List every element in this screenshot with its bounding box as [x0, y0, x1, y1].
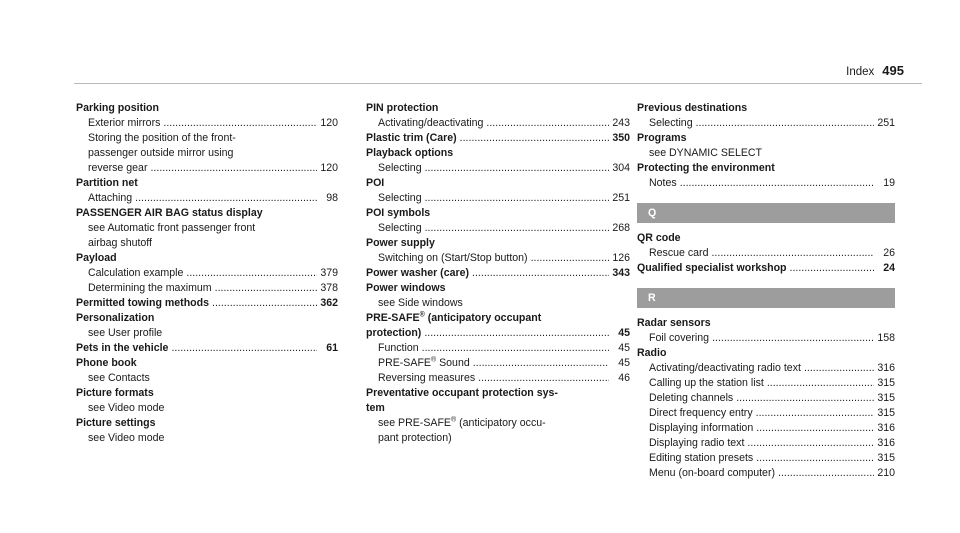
- index-entry: [366, 101, 630, 131]
- page-ref: 19: [883, 177, 895, 189]
- leader-dots: [712, 331, 874, 346]
- index-entry: [76, 311, 338, 341]
- entry-text: Plastic trim (Care): [366, 132, 457, 144]
- entry-text: Permitted towing methods: [76, 297, 210, 309]
- leader-dots: [756, 406, 874, 421]
- entry-text: Selecting: [649, 117, 693, 129]
- page-ref: 46: [618, 372, 630, 384]
- sub-entry-row: [366, 371, 630, 386]
- page-ref: 268: [612, 222, 630, 234]
- cross-reference: see Video mode: [88, 432, 165, 444]
- page-ref: 45: [618, 327, 630, 339]
- leader-dots: [473, 356, 609, 371]
- leader-dots: [135, 191, 317, 206]
- page-ref: 210: [877, 467, 895, 479]
- entry-text: Power washer (care): [366, 267, 470, 279]
- entry-text: Selecting: [378, 162, 422, 174]
- leader-dots: [425, 191, 609, 206]
- page-ref: 24: [883, 262, 895, 274]
- entry-text: Calculation example: [88, 267, 184, 279]
- entry-text: Exterior mirrors: [88, 117, 161, 129]
- leader-dots: [424, 326, 609, 341]
- page-ref: 243: [612, 117, 630, 129]
- sub-entry-row: [366, 341, 630, 356]
- entry-text: Menu (on-board computer): [649, 467, 776, 479]
- index-entry: [366, 176, 630, 206]
- entry-text: Qualified specialist workshop: [637, 262, 787, 274]
- entry-heading: Previous destinations: [637, 102, 748, 114]
- page-ref: 315: [877, 452, 895, 464]
- entry-text: Rescue card: [649, 247, 709, 259]
- entry-text: Calling up the station list: [649, 377, 764, 389]
- entry-heading: POI symbols: [366, 207, 431, 219]
- cross-reference: see Video mode: [88, 402, 165, 414]
- leader-dots: [804, 361, 874, 376]
- page-ref: 315: [877, 392, 895, 404]
- section-r: [637, 316, 895, 481]
- cross-reference: see PRE-SAFE® (anticipatory occu-: [378, 416, 546, 429]
- leader-dots: [478, 371, 609, 386]
- sub-entry-row: [637, 466, 895, 481]
- page-ref: 304: [612, 162, 630, 174]
- entry-heading: PASSENGER AIR BAG status display: [76, 207, 263, 219]
- entry-text: reverse gear: [88, 162, 148, 174]
- page-ref: 362: [320, 297, 338, 309]
- cross-reference: Storing the position of the front-: [88, 132, 236, 144]
- page-ref: 120: [320, 117, 338, 129]
- cross-reference: pant protection): [378, 432, 452, 444]
- sub-entry-row: [76, 116, 338, 131]
- sub-entry-row: [76, 161, 338, 176]
- page-header: [846, 63, 904, 78]
- leader-dots: [150, 161, 317, 176]
- index-column-1: [76, 101, 338, 446]
- cross-reference: see DYNAMIC SELECT: [649, 147, 763, 159]
- main-entry-row: [76, 296, 338, 311]
- entry-heading: Protecting the environment: [637, 162, 775, 174]
- entry-heading: Parking position: [76, 102, 159, 114]
- index-entry: [76, 296, 338, 311]
- leader-dots: [163, 116, 317, 131]
- index-entry: [366, 281, 630, 311]
- section-p-continued: [637, 101, 895, 191]
- page-ref: 379: [320, 267, 338, 279]
- index-entry: [637, 161, 895, 191]
- sub-entry-row: [366, 221, 630, 236]
- section-letter-r: R: [637, 288, 895, 308]
- index-entry: [76, 251, 338, 296]
- section-letter-q: Q: [637, 203, 895, 223]
- index-entry: [76, 356, 338, 386]
- entry-heading: PRE-SAFE® (anticipatory occupant: [366, 311, 542, 324]
- index-entry: [76, 101, 338, 176]
- entry-heading: tem: [366, 402, 385, 414]
- entry-text: Deleting channels: [649, 392, 734, 404]
- registered-mark: ®: [451, 416, 457, 424]
- main-entry-row: [366, 266, 630, 281]
- sub-entry-row: [637, 451, 895, 466]
- entry-text: Attaching: [88, 192, 133, 204]
- entry-text: Editing station presets: [649, 452, 754, 464]
- entry-heading: Power windows: [366, 282, 446, 294]
- entry-heading: Personalization: [76, 312, 155, 324]
- leader-dots: [215, 281, 317, 296]
- index-column-3: [637, 101, 895, 481]
- entry-text: Function: [378, 342, 419, 354]
- entry-heading: Radio: [637, 347, 667, 359]
- leader-dots: [736, 391, 874, 406]
- page-ref: 378: [320, 282, 338, 294]
- entry-text: Notes: [649, 177, 677, 189]
- page-ref: 350: [612, 132, 630, 144]
- page-ref: 316: [877, 422, 895, 434]
- main-entry-row: [366, 131, 630, 146]
- leader-dots: [680, 176, 874, 191]
- entry-heading: QR code: [637, 232, 681, 244]
- entry-text: Determining the maximum: [88, 282, 212, 294]
- sub-entry-row: [637, 421, 895, 436]
- entry-heading: Radar sensors: [637, 317, 711, 329]
- sub-entry-row: [637, 116, 895, 131]
- entry-text: Switching on (Start/Stop button): [378, 252, 528, 264]
- leader-dots: [790, 261, 874, 276]
- entry-heading: Preventative occupant protection sys-: [366, 387, 558, 399]
- entry-text: Direct frequency entry: [649, 407, 753, 419]
- registered-mark: ®: [430, 356, 437, 364]
- page-ref: 120: [320, 162, 338, 174]
- page-number: 495: [882, 63, 904, 78]
- page-ref: 26: [883, 247, 895, 259]
- entry-heading: Playback options: [366, 147, 454, 159]
- page-ref: 251: [612, 192, 630, 204]
- entry-text: protection): [366, 327, 422, 339]
- index-entry: [366, 386, 630, 446]
- leader-dots: [425, 221, 609, 236]
- index-entry: [637, 261, 895, 276]
- index-entry: [76, 341, 338, 356]
- entry-text: Reversing measures: [378, 372, 476, 384]
- cross-reference: airbag shutoff: [88, 237, 153, 249]
- index-entry: [76, 176, 338, 206]
- entry-heading: Phone book: [76, 357, 137, 369]
- entry-heading: Picture formats: [76, 387, 154, 399]
- sub-entry-row: [637, 391, 895, 406]
- entry-heading: Picture settings: [76, 417, 156, 429]
- entry-text: PRE-SAFE® Sound: [378, 356, 470, 369]
- leader-dots: [212, 296, 317, 311]
- index-entry: [637, 346, 895, 481]
- page-ref: 98: [326, 192, 338, 204]
- entry-text: Pets in the vehicle: [76, 342, 169, 354]
- page-ref: 45: [618, 357, 630, 369]
- index-label: Index: [846, 66, 875, 78]
- index-entry: [637, 101, 895, 131]
- index-entry: [366, 311, 630, 386]
- entry-text: Foil covering: [649, 332, 710, 344]
- leader-dots: [486, 116, 609, 131]
- cross-reference: see User profile: [88, 327, 163, 339]
- page-ref: 343: [612, 267, 630, 279]
- leader-dots: [531, 251, 609, 266]
- entry-heading: Power supply: [366, 237, 435, 249]
- page-ref: 126: [612, 252, 630, 264]
- entry-text: Selecting: [378, 222, 422, 234]
- leader-dots: [778, 466, 874, 481]
- cross-reference: see Side windows: [378, 297, 463, 309]
- sub-entry-row: [637, 331, 895, 346]
- sub-entry-row: [637, 376, 895, 391]
- sub-entry-row: [366, 116, 630, 131]
- sub-entry-row: [637, 406, 895, 421]
- main-entry-row: [366, 326, 630, 341]
- entry-heading: Partition net: [76, 177, 138, 189]
- leader-dots: [696, 116, 874, 131]
- leader-dots: [186, 266, 317, 281]
- page-ref: 158: [877, 332, 895, 344]
- sub-entry-row: [637, 361, 895, 376]
- leader-dots: [425, 161, 609, 176]
- entry-heading: Programs: [637, 132, 687, 144]
- sub-entry-row: [366, 356, 630, 371]
- index-entry: [637, 231, 895, 261]
- main-entry-row: [637, 261, 895, 276]
- index-entry: [366, 266, 630, 281]
- entry-heading: POI: [366, 177, 385, 189]
- header-rule: [74, 83, 922, 84]
- page-ref: 315: [877, 377, 895, 389]
- entry-text: Displaying information: [649, 422, 754, 434]
- entry-heading: Payload: [76, 252, 117, 264]
- page-ref: 315: [877, 407, 895, 419]
- sub-entry-row: [637, 246, 895, 261]
- entry-text: Activating/deactivating radio text: [649, 362, 801, 374]
- leader-dots: [756, 451, 874, 466]
- sub-entry-row: [366, 191, 630, 206]
- cross-reference: passenger outside mirror using: [88, 147, 234, 159]
- index-entry: [637, 316, 895, 346]
- index-column-2: [366, 101, 630, 446]
- sub-entry-row: [637, 436, 895, 451]
- main-entry-row: [76, 341, 338, 356]
- sub-entry-row: [76, 191, 338, 206]
- sub-entry-row: [366, 251, 630, 266]
- entry-heading: PIN protection: [366, 102, 439, 114]
- leader-dots: [472, 266, 609, 281]
- sub-entry-row: [637, 176, 895, 191]
- page-ref: 251: [877, 117, 895, 129]
- leader-dots: [422, 341, 609, 356]
- leader-dots: [747, 436, 874, 451]
- index-entry: [366, 206, 630, 236]
- index-entry: [76, 206, 338, 251]
- section-q: [637, 231, 895, 276]
- leader-dots: [711, 246, 874, 261]
- index-entry: [637, 131, 895, 161]
- sub-entry-row: [366, 161, 630, 176]
- page-ref: 61: [326, 342, 338, 354]
- cross-reference: see Automatic front passenger front: [88, 222, 256, 234]
- entry-text: Selecting: [378, 192, 422, 204]
- leader-dots: [460, 131, 609, 146]
- leader-dots: [767, 376, 874, 391]
- cross-reference: see Contacts: [88, 372, 150, 384]
- index-entry: [76, 416, 338, 446]
- index-entry: [366, 146, 630, 176]
- index-entry: [366, 131, 630, 146]
- sub-entry-row: [76, 266, 338, 281]
- leader-dots: [171, 341, 317, 356]
- index-entry: [76, 386, 338, 416]
- page-ref: 316: [877, 362, 895, 374]
- leader-dots: [756, 421, 874, 436]
- registered-mark: ®: [419, 311, 425, 319]
- page-ref: 45: [618, 342, 630, 354]
- index-entry: [366, 236, 630, 266]
- sub-entry-row: [76, 281, 338, 296]
- entry-text: Activating/deactivating: [378, 117, 484, 129]
- page-ref: 316: [877, 437, 895, 449]
- entry-text: Displaying radio text: [649, 437, 745, 449]
